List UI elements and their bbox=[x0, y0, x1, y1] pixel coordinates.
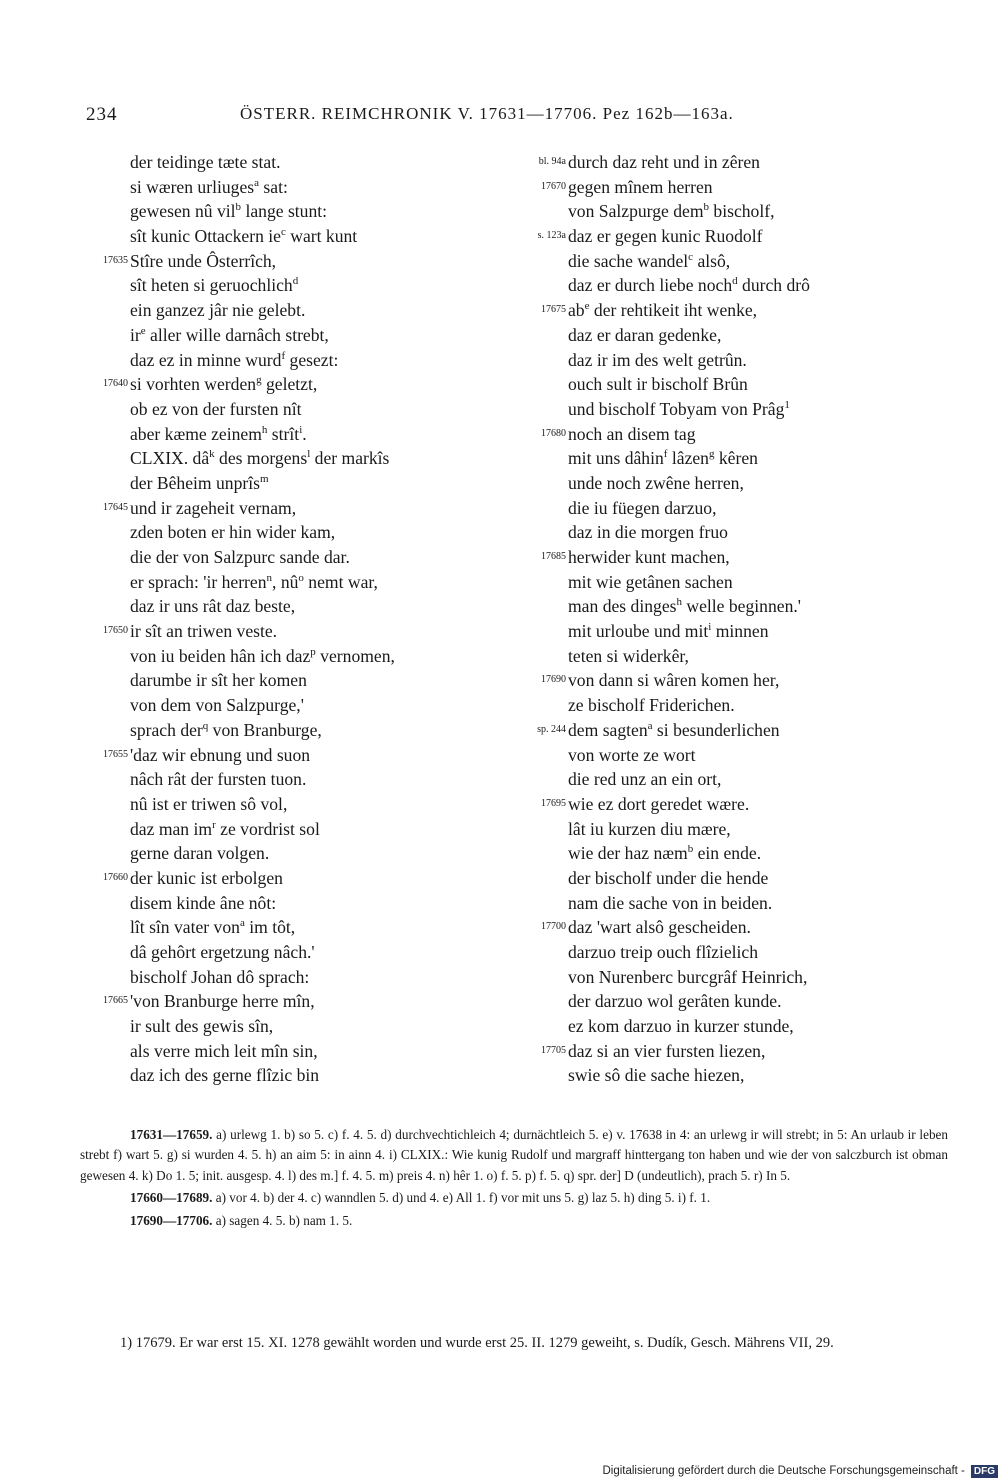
footnote-marker: c bbox=[280, 226, 286, 239]
footnote-marker: r bbox=[212, 818, 216, 831]
verse-text: bischolf, bbox=[709, 201, 775, 222]
verse-line bbox=[568, 891, 948, 916]
verse-line bbox=[568, 817, 948, 842]
verse-text: und bischolf Tobyam von Prâg bbox=[568, 398, 785, 419]
verse-text: noch an disem tag bbox=[568, 423, 696, 444]
verse-line bbox=[130, 668, 500, 693]
verse-text: ouch sult ir bischolf Brûn bbox=[568, 374, 748, 395]
verse-text: ob ez von der fursten nît bbox=[130, 398, 302, 419]
verse-line bbox=[568, 743, 948, 768]
verse-text: ir bbox=[130, 324, 141, 345]
verse-line bbox=[130, 792, 500, 817]
verse-text: daz ir im des welt getrûn. bbox=[568, 349, 747, 370]
page-header bbox=[86, 100, 946, 130]
verse-line bbox=[568, 273, 948, 298]
verse-text: Stîre unde Ôsterrîch, bbox=[130, 250, 277, 271]
footnote-marker: a bbox=[239, 917, 245, 930]
verse-text: man des dinges bbox=[568, 596, 677, 617]
verse-text: ze bischolf Friderichen. bbox=[568, 695, 735, 716]
verse-line bbox=[130, 693, 500, 718]
verse-line bbox=[538, 150, 948, 175]
margin-number: bl. 94a bbox=[538, 156, 566, 167]
verse-text: si besunderlichen bbox=[652, 719, 780, 740]
verse-text: mit wie getânen sachen bbox=[568, 571, 733, 592]
verse-text: der teidinge tæte stat. bbox=[130, 152, 281, 172]
verse-text: . bbox=[302, 423, 307, 444]
verse-line bbox=[130, 298, 500, 323]
verse-text: die sache wandel bbox=[568, 250, 689, 271]
verse-line bbox=[568, 496, 948, 521]
footnote-marker: a bbox=[254, 176, 260, 189]
verse-line bbox=[130, 397, 500, 422]
margin-number: 17685 bbox=[541, 551, 566, 562]
verse-text: er sprach: 'ir herren bbox=[130, 571, 267, 592]
verse-text: gewesen nû vil bbox=[130, 201, 236, 222]
margin-number: 17705 bbox=[541, 1044, 566, 1056]
verse-line bbox=[568, 594, 948, 619]
verse-line bbox=[568, 841, 948, 866]
verse-line bbox=[130, 767, 500, 792]
verse-text: dem sagten bbox=[568, 719, 648, 740]
verse-line bbox=[130, 965, 500, 990]
verse-line bbox=[541, 668, 948, 693]
verse-line bbox=[541, 545, 948, 570]
verse-line bbox=[130, 545, 500, 570]
verse-line bbox=[130, 817, 500, 842]
apparatus-entry bbox=[80, 1211, 948, 1231]
verse-text: wie der haz næm bbox=[568, 843, 688, 864]
verse-text: mit urloube und mit bbox=[568, 621, 709, 642]
margin-number: s. 123a bbox=[537, 230, 566, 242]
apparatus-text: a) vor 4. b) der 4. c) wanndlen 5. d) und 4. e) All 1. f) vor mit uns 5. g) laz 5. h) ding 5. i) f. 1. bbox=[215, 1190, 711, 1206]
verse-line bbox=[541, 915, 948, 940]
margin-number: 17665 bbox=[103, 995, 128, 1007]
verse-line bbox=[130, 594, 500, 619]
verse-text: lît sîn vater von bbox=[130, 917, 240, 938]
footnote-marker: g bbox=[256, 374, 262, 387]
verse-line bbox=[541, 422, 948, 447]
footnote-marker: b bbox=[235, 201, 242, 214]
verse-text: daz ir uns rât daz beste, bbox=[130, 596, 296, 617]
verse-text: daz er daran gedenke, bbox=[568, 324, 722, 345]
footnote-marker: o bbox=[298, 571, 304, 584]
verse-text: wie ez dort geredet wære. bbox=[568, 793, 750, 814]
verse-text: vernomen, bbox=[315, 645, 395, 666]
verse-text: ir sult des gewis sîn, bbox=[130, 1016, 274, 1037]
verse-line bbox=[568, 520, 948, 545]
verse-text: disem kinde âne nôt: bbox=[130, 892, 277, 913]
verse-text: nam die sache von in beiden. bbox=[568, 892, 773, 913]
footnote-marker: i bbox=[708, 621, 712, 634]
verse-text: daz si an vier fursten liezen, bbox=[568, 1040, 766, 1061]
verse-line bbox=[130, 224, 500, 249]
verse-line bbox=[130, 1039, 500, 1064]
verse-line bbox=[103, 249, 500, 274]
footnote-marker: p bbox=[310, 645, 316, 658]
margin-number: 17675 bbox=[541, 304, 566, 316]
verse-line bbox=[568, 1063, 948, 1088]
verse-line bbox=[568, 866, 948, 891]
verse-line bbox=[130, 446, 500, 471]
verse-text: darzuo treip ouch flîzielich bbox=[568, 942, 759, 962]
verse-line bbox=[568, 348, 948, 373]
verse-text: lât iu kurzen diu mære, bbox=[568, 818, 731, 839]
verse-text: der kunic ist erbolgen bbox=[130, 867, 283, 888]
footnote-marker: f bbox=[281, 349, 286, 362]
verse-line bbox=[130, 718, 500, 743]
verse-line bbox=[568, 965, 948, 990]
verse-text: von worte ze wort bbox=[568, 744, 696, 765]
verse-line bbox=[130, 150, 500, 175]
verse-text: die der von Salzpurc sande dar. bbox=[130, 547, 350, 567]
verse-line bbox=[103, 743, 500, 768]
verse-text: von dann si wâren komen her, bbox=[568, 670, 780, 691]
verse-line bbox=[130, 940, 500, 965]
footnote-marker: f bbox=[663, 448, 668, 461]
margin-number: 17645 bbox=[103, 501, 128, 513]
verse-text: sît heten si geruochlich bbox=[130, 275, 293, 296]
verse-text: gesezt: bbox=[285, 349, 339, 370]
verse-line bbox=[130, 841, 500, 866]
verse-text: ez kom darzuo in kurzer stunde, bbox=[568, 1016, 794, 1037]
footnote-marker: d bbox=[292, 275, 299, 288]
apparatus-range: 17660—17689. bbox=[130, 1190, 213, 1206]
apparatus-entry bbox=[80, 1188, 948, 1208]
verse-line bbox=[130, 471, 500, 496]
dfg-logo: DFG bbox=[971, 1465, 998, 1478]
verse-text: von Salzpurge dem bbox=[568, 201, 704, 222]
verse-text: der darzuo wol gerâten kunde. bbox=[568, 991, 782, 1012]
verse-text: darumbe ir sît her komen bbox=[130, 670, 307, 691]
verse-text: daz in die morgen fruo bbox=[568, 522, 728, 543]
verse-line bbox=[130, 644, 500, 669]
verse-text: strît bbox=[267, 423, 300, 444]
footnote-marker: 1 bbox=[784, 399, 790, 412]
verse-line bbox=[103, 372, 500, 397]
verse-line bbox=[568, 619, 948, 644]
footnote-marker: g bbox=[708, 448, 715, 461]
verse-text: 'von Branburge herre mîn, bbox=[130, 991, 315, 1012]
verse-line bbox=[130, 175, 500, 200]
verse-line bbox=[541, 298, 948, 323]
verse-line bbox=[130, 915, 500, 940]
verse-line bbox=[568, 1014, 948, 1039]
verse-line bbox=[568, 767, 948, 792]
apparatus-range: 17690—17706. bbox=[130, 1212, 213, 1228]
verse-text: si wæren urliuges bbox=[130, 176, 255, 197]
verse-text: und ir zageheit vernam, bbox=[130, 497, 297, 518]
verse-line bbox=[130, 1014, 500, 1039]
footnote-marker: d bbox=[732, 275, 738, 288]
verse-text: dâ gehôrt ergetzung nâch.' bbox=[130, 942, 315, 962]
verse-line bbox=[103, 866, 500, 891]
verse-text: sît kunic Ottackern ie bbox=[130, 226, 281, 247]
verse-text: die iu füegen darzuo, bbox=[568, 497, 717, 518]
footnote: 1) 17679. Er war erst 15. XI. 1278 gewählt worden und wurde erst 25. II. 1279 geweiht, s. Dudík, Gesch. Mährens VII, 29. bbox=[120, 1335, 834, 1351]
verse-text: der bischolf under die hende bbox=[568, 867, 769, 888]
verse-text: daz er durch liebe noch bbox=[568, 275, 733, 296]
verse-text: lâzen bbox=[667, 448, 709, 469]
verse-text: durch daz reht und in zêren bbox=[568, 152, 760, 172]
verse-text: nû ist er triwen sô vol, bbox=[130, 793, 288, 814]
apparatus-entry bbox=[80, 1125, 948, 1186]
verse-text: von Branburge, bbox=[208, 719, 322, 740]
verse-line bbox=[568, 397, 948, 422]
footnote-marker: h bbox=[261, 423, 268, 436]
verse-text: gerne daran volgen. bbox=[130, 843, 270, 864]
margin-number: 17695 bbox=[541, 797, 566, 809]
verse-line bbox=[568, 199, 948, 224]
footnote-marker: h bbox=[676, 596, 682, 609]
verse-line bbox=[130, 520, 500, 545]
verse-text: CLXIX. dâ bbox=[130, 448, 210, 469]
verse-text: des morgens bbox=[214, 448, 308, 469]
verse-text: alsô, bbox=[693, 250, 731, 271]
critical-apparatus bbox=[80, 1125, 948, 1233]
verse-line bbox=[568, 940, 948, 965]
verse-line bbox=[130, 891, 500, 916]
verse-line bbox=[537, 718, 948, 743]
dfg-banner-text: Digitalisierung gefördert durch die Deutsche Forschungsgemeinschaft - bbox=[602, 1465, 965, 1477]
verse-text: bischolf Johan dô sprach: bbox=[130, 966, 310, 987]
footnote-marker: n bbox=[266, 571, 273, 584]
verse-text: geletzt, bbox=[261, 374, 318, 395]
verse-line bbox=[568, 644, 948, 669]
verse-line bbox=[568, 570, 948, 595]
verse-text: ein ganzez jâr nie gelebt. bbox=[130, 300, 306, 321]
verse-text: als verre mich leit mîn sin, bbox=[130, 1040, 318, 1061]
verse-text: 'daz wir ebnung und suon bbox=[130, 744, 311, 765]
verse-line bbox=[103, 496, 500, 521]
verse-line bbox=[103, 619, 500, 644]
verse-text: im tôt, bbox=[244, 917, 296, 938]
verse-line bbox=[568, 372, 948, 397]
margin-number: 17670 bbox=[541, 180, 566, 192]
footnote-marker: e bbox=[140, 324, 146, 337]
verse-line bbox=[537, 224, 948, 249]
verse-text: daz man im bbox=[130, 818, 213, 839]
footnote-marker: l bbox=[307, 448, 311, 461]
verse-line bbox=[541, 792, 948, 817]
margin-number: 17680 bbox=[541, 427, 566, 439]
footnote-marker: c bbox=[688, 250, 694, 263]
verse-text: der rehtikeit iht wenke, bbox=[589, 300, 758, 321]
footnote-marker: b bbox=[687, 843, 694, 856]
verse-line bbox=[130, 323, 500, 348]
verse-text: swie sô die sache hiezen, bbox=[568, 1065, 745, 1086]
verse-text: aber kæme zeinem bbox=[130, 423, 262, 444]
verse-text: die red unz an ein ort, bbox=[568, 769, 722, 790]
footnote-marker: e bbox=[584, 300, 590, 313]
margin-number: 17660 bbox=[103, 871, 128, 883]
verse-text: minnen bbox=[711, 621, 769, 642]
verse-text: welle beginnen.' bbox=[681, 596, 801, 617]
running-title: ÖSTERR. REIMCHRONIK V. 17631—17706. Pez 162b—163a. bbox=[240, 104, 734, 123]
verse-text: mit uns dâhin bbox=[568, 448, 664, 469]
verse-text: daz 'wart alsô gescheiden. bbox=[568, 917, 751, 938]
verse-text: si vorhten werden bbox=[130, 374, 257, 395]
verse-line bbox=[568, 323, 948, 348]
verse-line bbox=[130, 422, 500, 447]
verse-line bbox=[568, 693, 948, 718]
apparatus-range: 17631—17659. bbox=[130, 1127, 213, 1142]
verse-line bbox=[130, 273, 500, 298]
verse-text: der markîs bbox=[310, 448, 390, 469]
verse-line bbox=[130, 348, 500, 373]
verse-line bbox=[568, 471, 948, 496]
verse-text: nâch rât der fursten tuon. bbox=[130, 769, 307, 790]
footnote-marker: m bbox=[259, 473, 269, 486]
margin-number: 17655 bbox=[103, 748, 128, 760]
verse-line bbox=[568, 249, 948, 274]
verse-line bbox=[568, 446, 948, 471]
verse-text: daz er gegen kunic Ruodolf bbox=[568, 226, 763, 247]
verse-line bbox=[103, 989, 500, 1014]
verse-text: ein ende. bbox=[693, 843, 762, 864]
verse-text: ir sît an triwen veste. bbox=[130, 621, 278, 642]
verse-text: sat: bbox=[259, 176, 288, 197]
verse-column-left bbox=[103, 150, 500, 1088]
verse-text: ab bbox=[568, 300, 585, 321]
footnote-marker: b bbox=[703, 201, 710, 214]
dfg-banner bbox=[602, 1462, 998, 1480]
apparatus-text: a) urlewg 1. b) so 5. c) f. 4. 5. d) durchvechtichleich 4; durnächtleich 5. e) v. 17638 in 4: an urlewg ir will strebt; in 5: An urlaub ir leben strebt f) wart 5. g) si wurden 4. 5. h) an aim 5: in ainn 4. i) CLXIX.: Wie kunig Rudolf und margraff hinttergang ton haben und wie der von salczburch ist obman gewesen 4. k) Do 1. 5; init. ausgesp. 4. l) des m.] f. 4. 5. m) preis 4. n) hêr 1. o) f. 5. p) f. 5. q) spr. der] D (undeutlich), prach 5. r) In 5. bbox=[80, 1127, 948, 1183]
verse-text: von Nurenberc burcgrâf Heinrich, bbox=[568, 966, 808, 987]
verse-text: zden boten er hin wider kam, bbox=[130, 522, 336, 543]
footnote-marker: k bbox=[209, 448, 215, 461]
verse-text: herwider kunt machen, bbox=[568, 547, 730, 567]
verse-text: wart kunt bbox=[285, 226, 358, 247]
footnote-marker: q bbox=[202, 719, 209, 732]
verse-line bbox=[130, 199, 500, 224]
verse-line bbox=[130, 1063, 500, 1088]
verse-text: von iu beiden hân ich daz bbox=[130, 645, 311, 666]
footnote-marker: a bbox=[647, 719, 653, 732]
verse-text: sprach der bbox=[130, 719, 203, 740]
verse-text: kêren bbox=[714, 448, 758, 469]
margin-number: sp. 244 bbox=[537, 723, 566, 735]
verse-text: der Bêheim unprîs bbox=[130, 472, 260, 493]
verse-column-right bbox=[537, 150, 948, 1088]
footnote-marker: i bbox=[299, 423, 303, 436]
apparatus-text: a) sagen 4. 5. b) nam 1. 5. bbox=[215, 1212, 353, 1228]
verse-line bbox=[568, 989, 948, 1014]
verse-line bbox=[541, 1039, 948, 1064]
verse-text: ze vordrist sol bbox=[215, 818, 320, 839]
verse-text: nemt war, bbox=[303, 571, 378, 592]
verse-text: , nû bbox=[272, 571, 299, 592]
verse-text: teten si widerkêr, bbox=[568, 645, 689, 666]
verse-line bbox=[130, 570, 500, 595]
page-number: 234 bbox=[86, 104, 118, 125]
verse-text: aller wille darnâch strebt, bbox=[145, 324, 329, 345]
verse-text: durch drô bbox=[737, 275, 810, 296]
verse-text: gegen mînem herren bbox=[568, 176, 713, 197]
verse-line bbox=[541, 175, 948, 200]
margin-number: 17635 bbox=[103, 254, 128, 266]
margin-number: 17700 bbox=[541, 921, 566, 933]
margin-number: 17650 bbox=[103, 625, 128, 637]
verse-text: daz ich des gerne flîzic bin bbox=[130, 1065, 320, 1086]
margin-number: 17640 bbox=[103, 378, 128, 390]
verse-text: daz ez in minne wurd bbox=[130, 349, 282, 370]
margin-number: 17690 bbox=[541, 674, 566, 686]
verse-text: von dem von Salzpurge,' bbox=[130, 695, 304, 716]
verse-text: lange stunt: bbox=[241, 201, 328, 222]
verse-text: unde noch zwêne herren, bbox=[568, 472, 744, 493]
